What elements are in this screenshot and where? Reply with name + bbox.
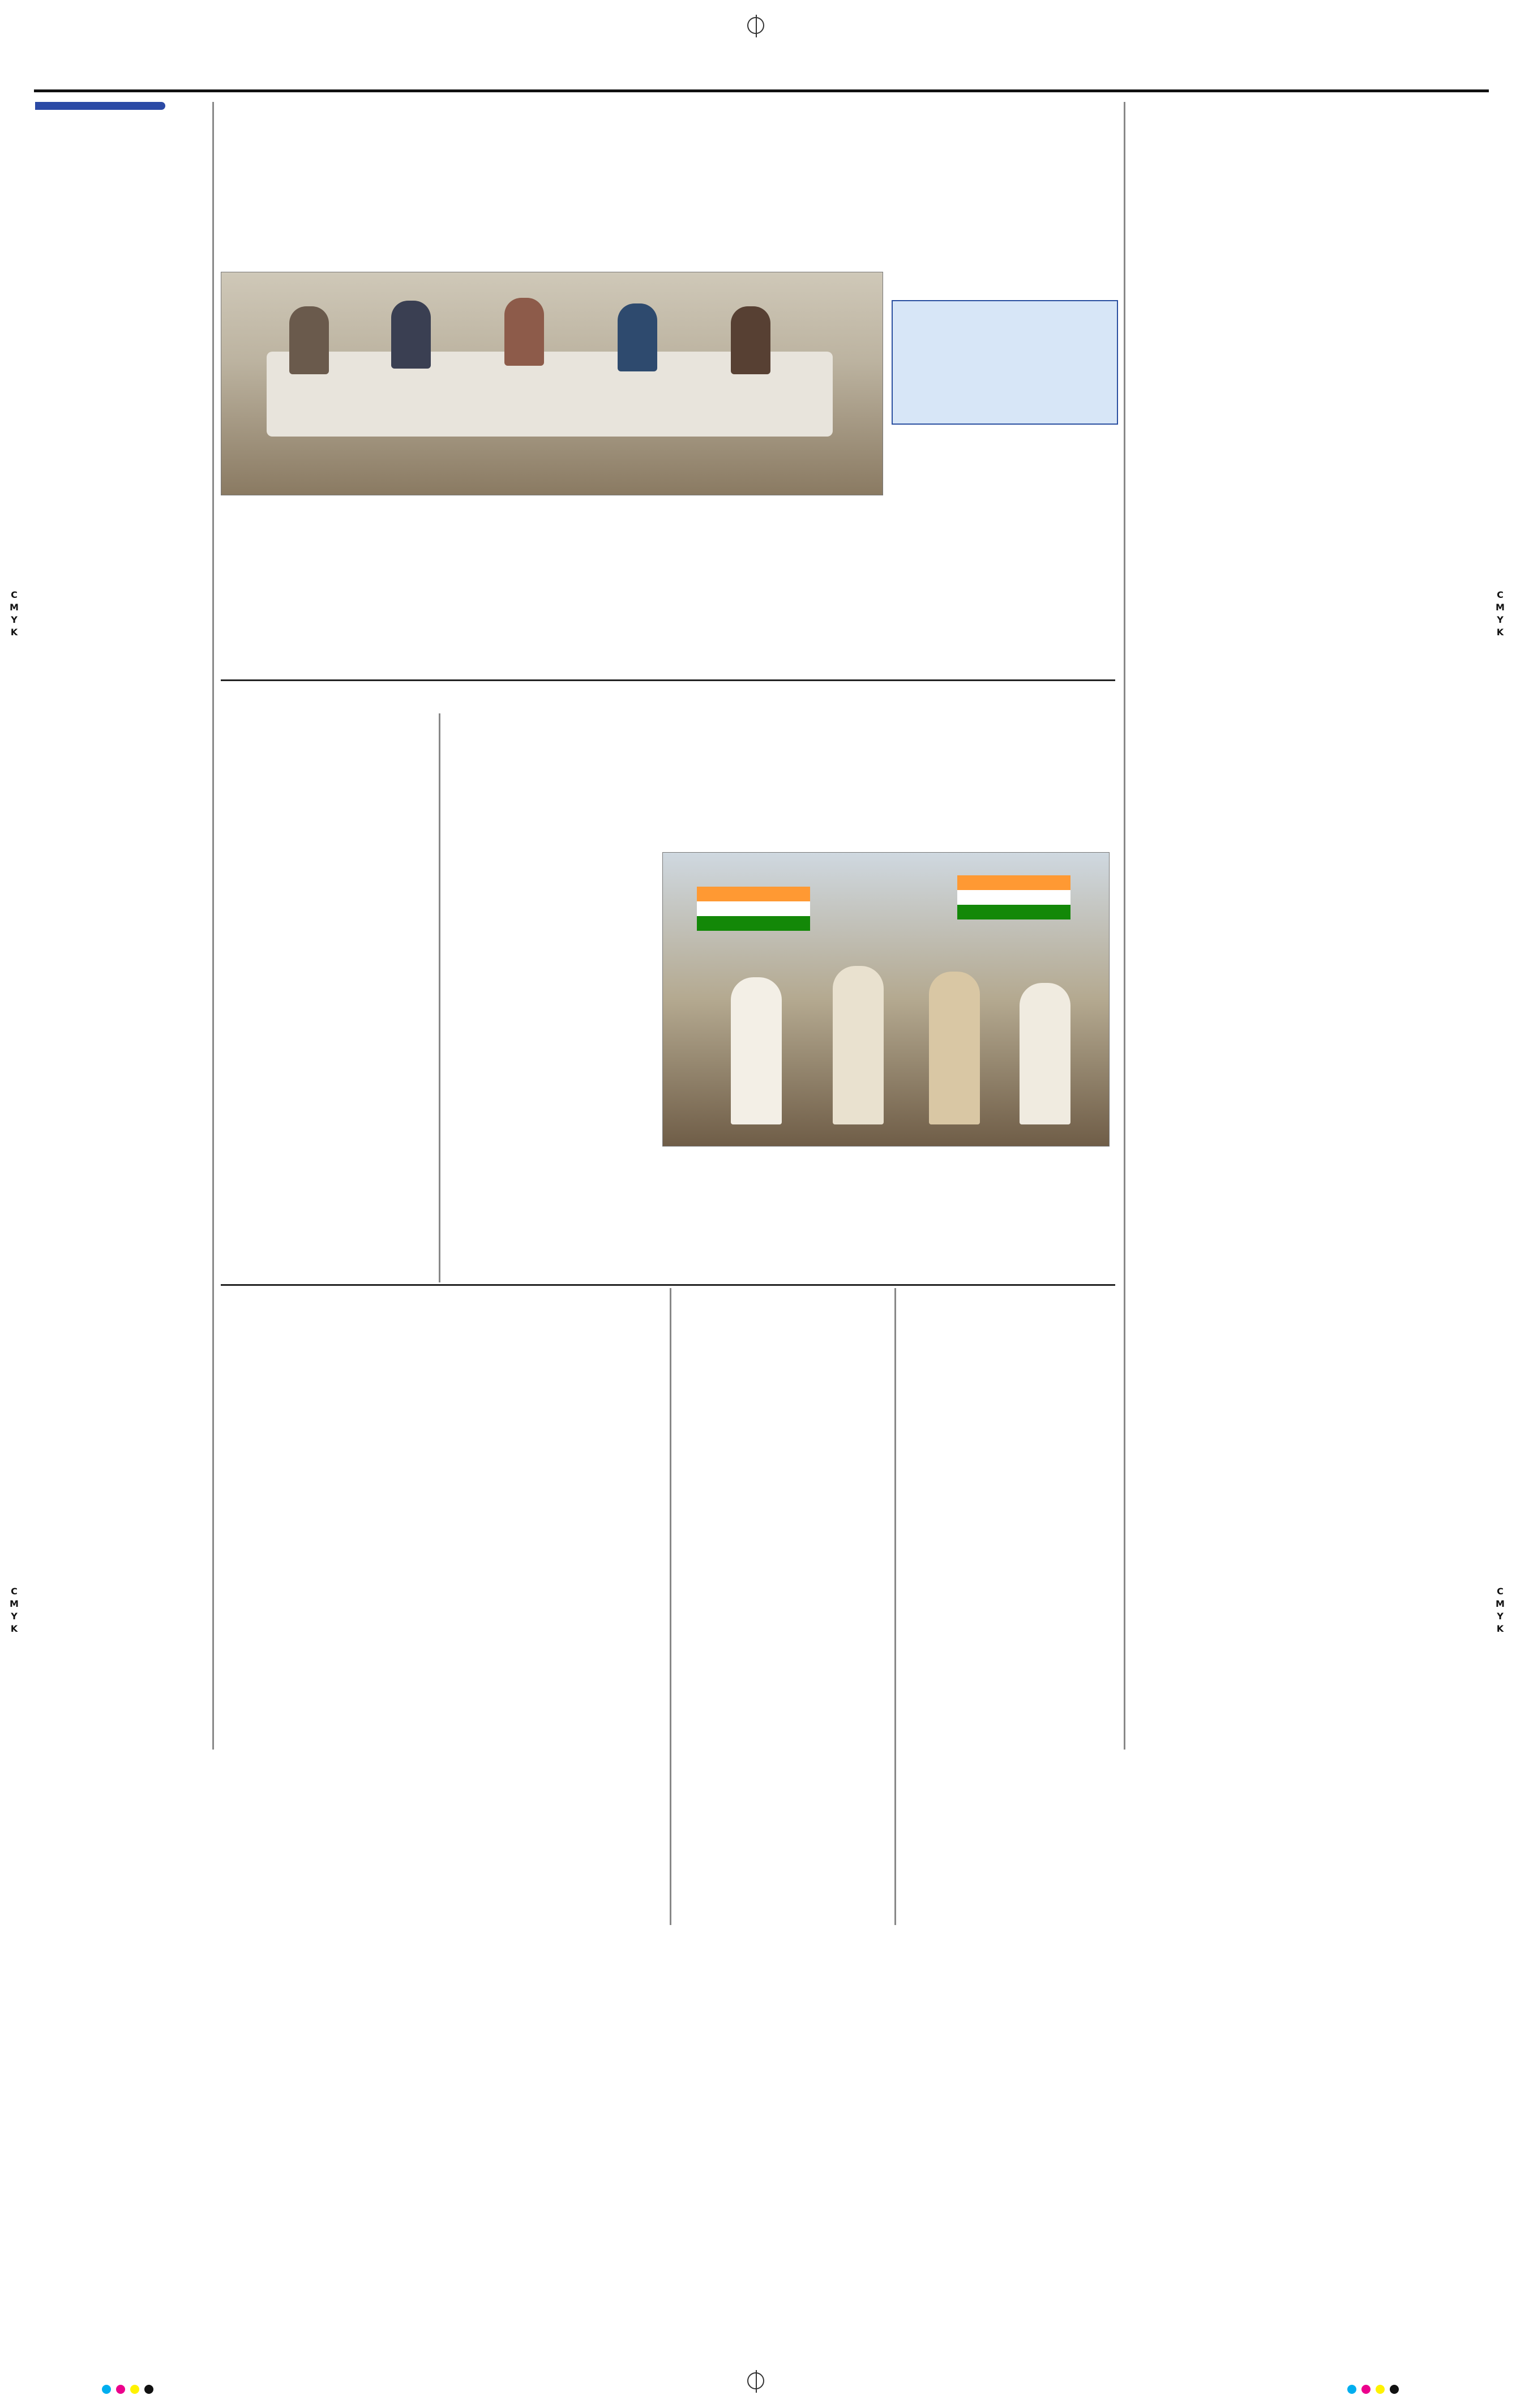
- column-rule: [439, 713, 440, 1282]
- header-rule: [34, 89, 1489, 92]
- registration-mark: [747, 17, 764, 34]
- army-headline: [444, 722, 914, 846]
- road-headline: [221, 1291, 668, 1404]
- lead-highlight-box: [892, 300, 1118, 425]
- warrant-story: [221, 708, 433, 1282]
- story-text: [221, 1404, 436, 1919]
- road-text-col-1: [221, 1404, 436, 1925]
- cmyk-marks: C M Y K: [1496, 1586, 1505, 1634]
- cmyk-marks: C M Y K: [1496, 589, 1505, 638]
- column-rule: [1124, 102, 1125, 1750]
- section-rule: [221, 679, 1115, 681]
- lead-body-column-c: [444, 524, 659, 677]
- encroach-story: [920, 711, 1118, 1282]
- lead-headline: [221, 122, 1127, 269]
- brief-text: [35, 1582, 205, 1752]
- registration-mark: [747, 2372, 764, 2389]
- left-brief-bottom-text: [35, 1582, 205, 1752]
- lead-photo: [221, 272, 883, 495]
- lead-body-column-real: [221, 524, 436, 677]
- story-text: [674, 1298, 889, 1864]
- color-dot: [1361, 2385, 1371, 2394]
- section-rule: [221, 1284, 1115, 1286]
- lead-photo-caption: [221, 498, 883, 517]
- brief-text: [35, 118, 205, 457]
- column-rule: [212, 102, 214, 1750]
- column-rule: [894, 1288, 896, 1925]
- cmyk-marks: C M Y K: [10, 589, 19, 638]
- briefs-label: [35, 102, 165, 110]
- story-text: [920, 717, 1118, 1216]
- brief-text: [35, 889, 205, 1183]
- color-dot: [1376, 2385, 1385, 2394]
- road-text-col-2: [444, 1404, 665, 1925]
- maharaj-story: [674, 1291, 889, 1925]
- army-text-col-1: [444, 852, 654, 1135]
- color-dot: [116, 2385, 125, 2394]
- column-rule: [670, 1288, 671, 1925]
- page-header: [34, 52, 1489, 87]
- army-text-col-3: [662, 1175, 877, 1282]
- left-briefs-column: [35, 102, 205, 1580]
- lead-body-col-1: [892, 430, 1118, 662]
- color-dot: [130, 2385, 139, 2394]
- lead-body-column-d: [668, 524, 883, 677]
- color-dot: [144, 2385, 153, 2394]
- color-dot: [1390, 2385, 1399, 2394]
- story-text: [444, 1404, 665, 1919]
- army-text-col-2: [444, 1141, 654, 1277]
- story-text: [221, 716, 433, 1237]
- cmyk-marks: C M Y K: [10, 1586, 19, 1634]
- color-dot: [102, 2385, 111, 2394]
- color-dot: [1347, 2385, 1356, 2394]
- brief-text: [35, 467, 205, 880]
